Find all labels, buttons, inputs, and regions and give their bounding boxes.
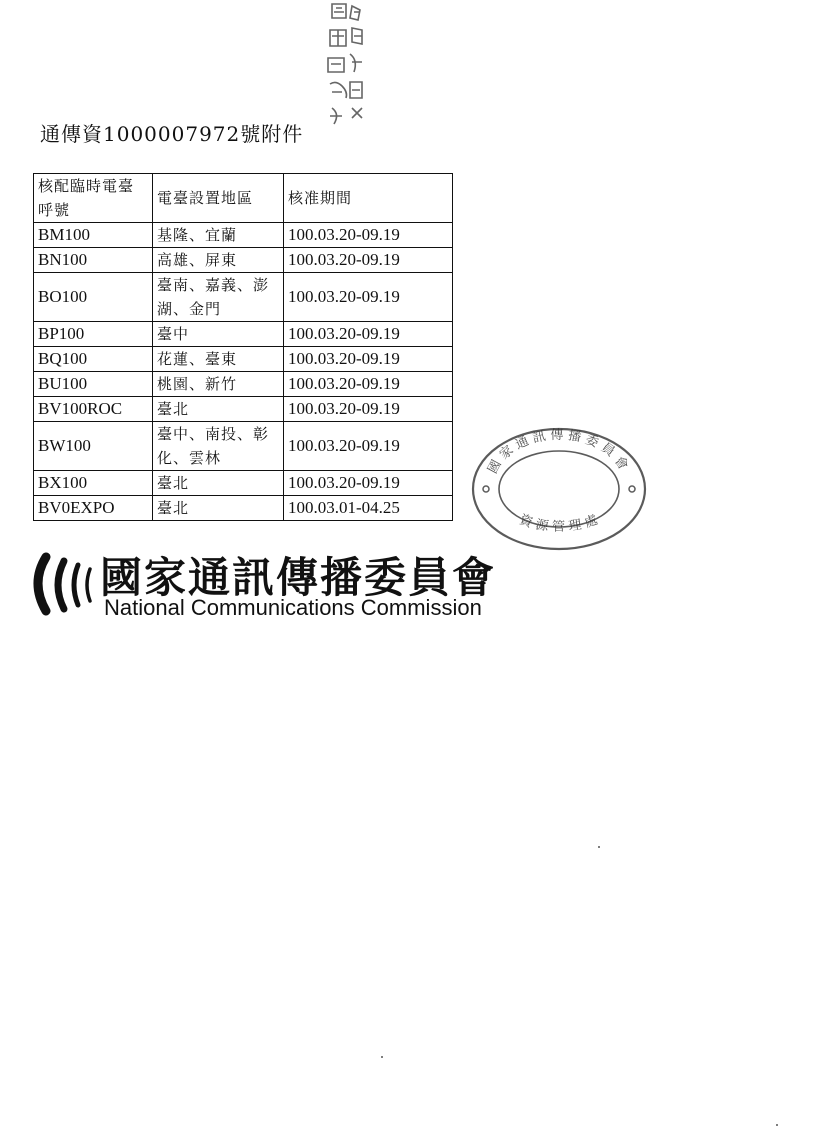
cell-callsign: BX100 xyxy=(34,471,153,496)
table-row xyxy=(34,496,453,521)
cell-callsign: BN100 xyxy=(34,248,153,273)
table-row xyxy=(34,372,453,397)
table-row xyxy=(34,422,453,471)
cell-period: 100.03.20-09.19 xyxy=(284,422,453,471)
cell-period: 100.03.20-09.19 xyxy=(284,471,453,496)
header-callsign: 核配臨時電臺呼號 xyxy=(34,174,153,223)
cell-period: 100.03.20-09.19 xyxy=(284,347,453,372)
cell-region: 臺南、嘉義、澎湖、金門 xyxy=(153,273,284,322)
table-row xyxy=(34,273,453,322)
cell-callsign: BV0EXPO xyxy=(34,496,153,521)
table-row xyxy=(34,471,453,496)
svg-text:資 源 管 理 處: 資 源 管 理 處 xyxy=(517,512,600,535)
cell-region: 臺北 xyxy=(153,471,284,496)
header-region: 電臺設置地區 xyxy=(153,174,284,223)
callsign-table xyxy=(33,173,453,521)
cell-callsign: BU100 xyxy=(34,372,153,397)
ncc-emblem-icon xyxy=(26,547,98,619)
cell-callsign: BW100 xyxy=(34,422,153,471)
svg-text:國 家 通 訊 傳 播 委 員 會: 國 家 通 訊 傳 播 委 員 會 xyxy=(485,427,631,477)
cell-period: 100.03.20-09.19 xyxy=(284,372,453,397)
top-seal-stamp xyxy=(318,0,380,140)
document-reference: 通傳資1000007972號附件 xyxy=(40,122,304,146)
table-row xyxy=(34,322,453,347)
cell-period: 100.03.20-09.19 xyxy=(284,273,453,322)
cell-callsign: BO100 xyxy=(34,273,153,322)
cell-region: 花蓮、臺東 xyxy=(153,347,284,372)
cell-region: 臺北 xyxy=(153,397,284,422)
table-row xyxy=(34,397,453,422)
table-row xyxy=(34,248,453,273)
scan-speck xyxy=(598,846,600,848)
cell-region: 臺中、南投、彰化、雲林 xyxy=(153,422,284,471)
round-seal-stamp xyxy=(470,425,648,553)
logo-name-english: National Communications Commission xyxy=(104,595,482,620)
cell-region: 高雄、屏東 xyxy=(153,248,284,273)
ncc-logo xyxy=(26,545,506,625)
cell-callsign: BQ100 xyxy=(34,347,153,372)
cell-region: 桃園、新竹 xyxy=(153,372,284,397)
table-row xyxy=(34,347,453,372)
cell-region: 臺北 xyxy=(153,496,284,521)
cell-callsign: BM100 xyxy=(34,223,153,248)
table-header-row xyxy=(34,174,453,223)
cell-callsign: BV100ROC xyxy=(34,397,153,422)
cell-period: 100.03.20-09.19 xyxy=(284,223,453,248)
cell-region: 臺中 xyxy=(153,322,284,347)
cell-period: 100.03.20-09.19 xyxy=(284,397,453,422)
cell-period: 100.03.20-09.19 xyxy=(284,322,453,347)
logo-name-chinese: 國家通訊傳播委員會 xyxy=(100,553,497,602)
scan-speck xyxy=(776,1124,778,1126)
table-row xyxy=(34,223,453,248)
cell-period: 100.03.20-09.19 xyxy=(284,248,453,273)
cell-period: 100.03.01-04.25 xyxy=(284,496,453,521)
scan-speck xyxy=(381,1056,383,1058)
header-period: 核准期間 xyxy=(284,174,453,223)
cell-region: 基隆、宜蘭 xyxy=(153,223,284,248)
cell-callsign: BP100 xyxy=(34,322,153,347)
